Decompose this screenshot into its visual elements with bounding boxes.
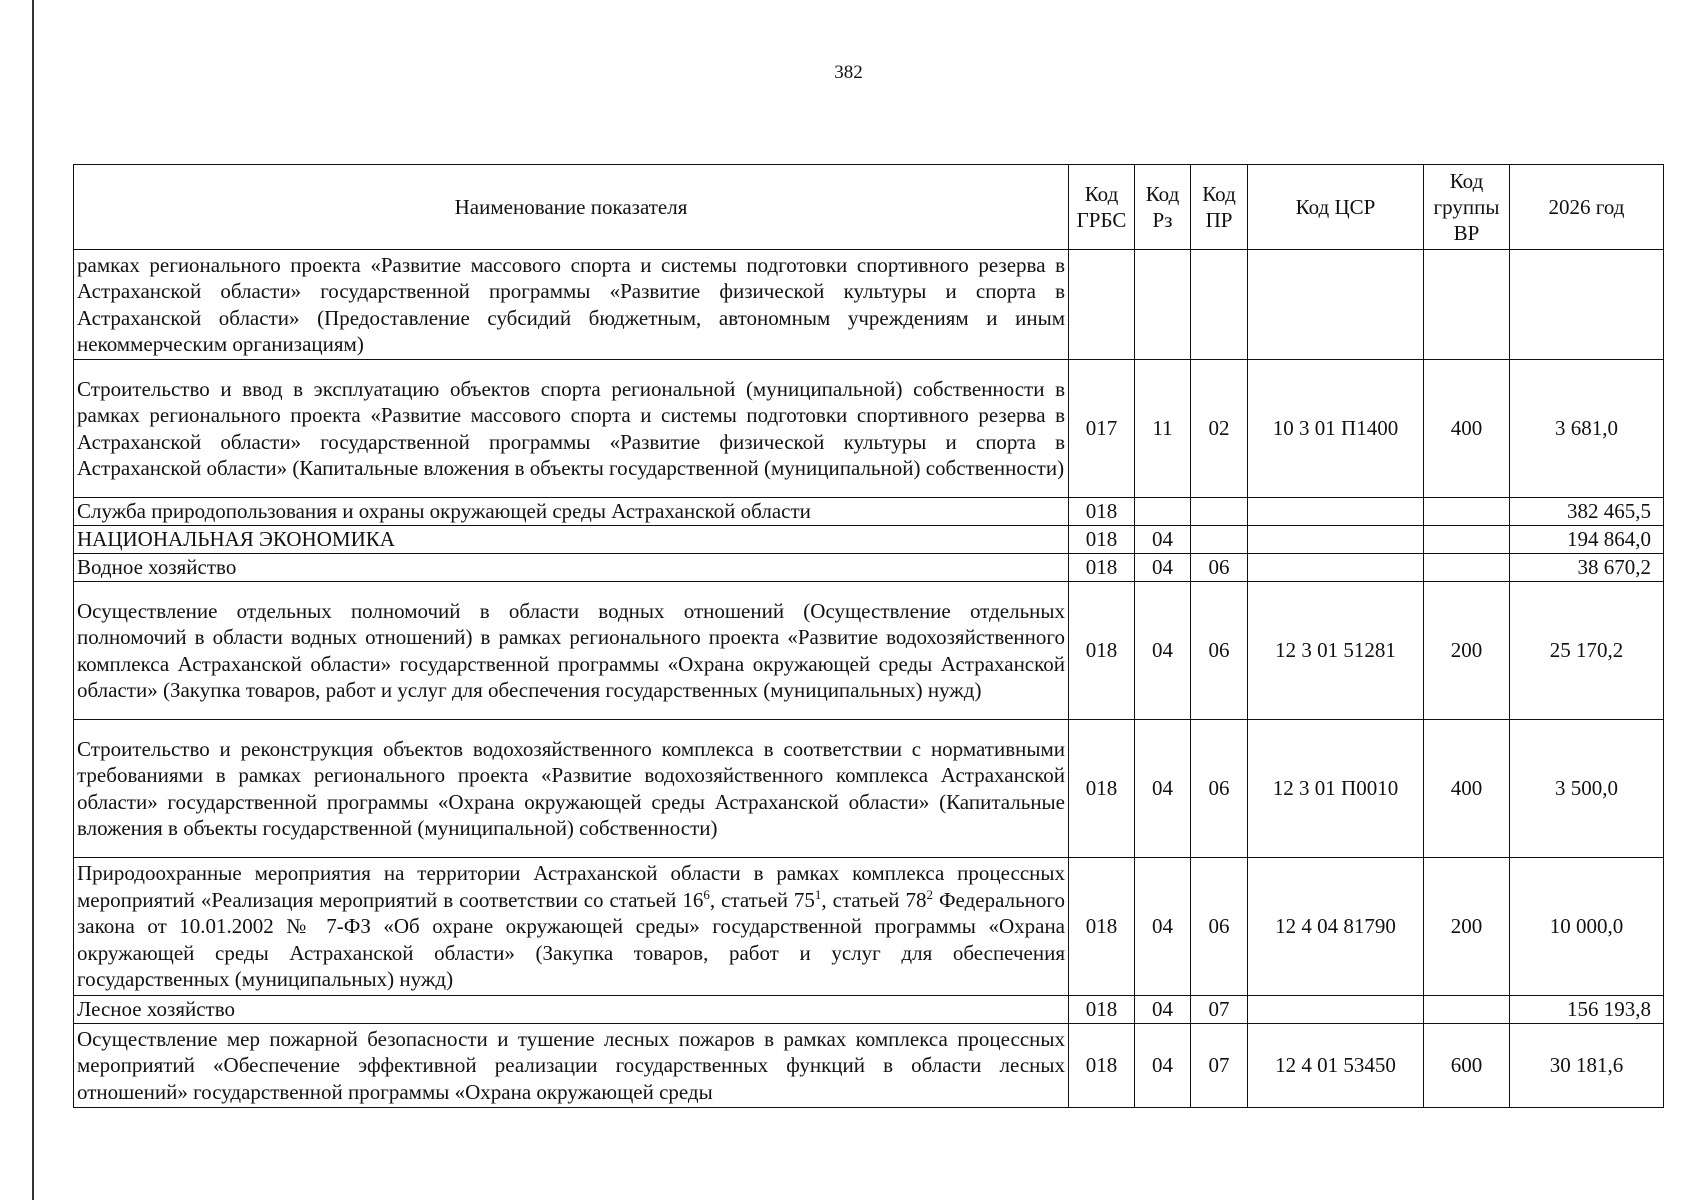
header-vr: Код группы ВР — [1424, 165, 1510, 250]
row-csr — [1248, 996, 1424, 1024]
row-vr: 600 — [1424, 1024, 1510, 1108]
row-vr: 200 — [1424, 582, 1510, 720]
row-pr — [1191, 498, 1248, 526]
scan-edge-line — [32, 0, 34, 1200]
row-pr: 02 — [1191, 360, 1248, 498]
row-grbs: 018 — [1069, 526, 1135, 554]
row-grbs: 018 — [1069, 720, 1135, 858]
row-rz — [1135, 498, 1191, 526]
row-name-superscript: 6 — [703, 886, 710, 902]
table-row — [74, 250, 1664, 360]
table-row — [74, 498, 1664, 526]
row-name: Осуществление мер пожарной безопасности и тушение лесных пожаров в рамках комплекса процессных мероприятий «Обеспечение эффективной реализации государственных функций в области лесных отношений» государственной программы «Охрана окружающей среды — [74, 1024, 1069, 1108]
row-grbs: 018 — [1069, 1024, 1135, 1108]
row-name-part: Природоохранные мероприятия на территории Астраханской области в рамках комплекса процессных мероприятий «Реализация мероприятий в соответствии со статьей 16 — [77, 861, 1065, 912]
budget-table — [73, 164, 1664, 1108]
row-pr: 06 — [1191, 582, 1248, 720]
row-grbs: 018 — [1069, 858, 1135, 996]
header-name: Наименование показателя — [74, 165, 1069, 250]
row-pr — [1191, 526, 1248, 554]
row-pr: 07 — [1191, 996, 1248, 1024]
row-csr — [1248, 250, 1424, 360]
row-csr: 12 3 01 51281 — [1248, 582, 1424, 720]
row-csr: 12 4 01 53450 — [1248, 1024, 1424, 1108]
row-amount: 3 681,0 — [1510, 360, 1664, 498]
row-vr — [1424, 526, 1510, 554]
row-vr — [1424, 996, 1510, 1024]
row-name: Служба природопользования и охраны окружающей среды Астраханской области — [74, 498, 1069, 526]
row-pr: 07 — [1191, 1024, 1248, 1108]
row-rz: 04 — [1135, 720, 1191, 858]
row-name-part: , статьей 75 — [709, 887, 815, 912]
row-pr: 06 — [1191, 720, 1248, 858]
table-row — [74, 996, 1664, 1024]
row-name: Строительство и реконструкция объектов водохозяйственного комплекса в соответствии с нормативными требованиями в рамках регионального проекта «Развитие водохозяйственного комплекса Астраханской области» государственной программы «Охрана окружающей среды Астраханской области» (Капитальные вложения в объекты государственной (муниципальной) собственности) — [74, 720, 1069, 858]
row-name-part: Федерального закона от 10.01.2002 № 7-ФЗ «Об охране окружающей среды» государственной программы «Охрана окружающей среды Астраханской области» (Закупка товаров, работ и услуг для обеспечения государственных (муниципальных) нужд) — [77, 887, 1065, 992]
table-row — [74, 360, 1664, 498]
row-rz — [1135, 250, 1191, 360]
table-row — [74, 554, 1664, 582]
page-number: 382 — [834, 62, 863, 83]
row-rz: 04 — [1135, 996, 1191, 1024]
row-csr: 10 3 01 П1400 — [1248, 360, 1424, 498]
row-grbs: 017 — [1069, 360, 1135, 498]
row-vr — [1424, 554, 1510, 582]
row-grbs: 018 — [1069, 554, 1135, 582]
row-rz: 11 — [1135, 360, 1191, 498]
row-vr — [1424, 250, 1510, 360]
row-name: рамках регионального проекта «Развитие массового спорта и системы подготовки спортивного резерва в Астраханской области» государственной программы «Развитие физической культуры и спорта в Астраханской области» (Предоставление субсидий бюджетным, автономным учреждениям и иным некоммерческим организациям) — [74, 250, 1069, 360]
row-vr: 400 — [1424, 720, 1510, 858]
row-name: НАЦИОНАЛЬНАЯ ЭКОНОМИКА — [74, 526, 1069, 554]
row-rz: 04 — [1135, 858, 1191, 996]
row-amount: 382 465,5 — [1510, 498, 1664, 526]
row-amount: 38 670,2 — [1510, 554, 1664, 582]
table-header-row — [74, 165, 1664, 250]
row-csr: 12 3 01 П0010 — [1248, 720, 1424, 858]
row-csr — [1248, 554, 1424, 582]
row-name-superscript: 2 — [926, 886, 933, 902]
row-amount: 3 500,0 — [1510, 720, 1664, 858]
row-amount — [1510, 250, 1664, 360]
row-rz: 04 — [1135, 1024, 1191, 1108]
row-amount: 194 864,0 — [1510, 526, 1664, 554]
row-name-part: , статьей 78 — [821, 887, 927, 912]
row-pr: 06 — [1191, 554, 1248, 582]
row-vr: 400 — [1424, 360, 1510, 498]
header-rz: Код Рз — [1135, 165, 1191, 250]
table-row — [74, 582, 1664, 720]
row-rz: 04 — [1135, 526, 1191, 554]
row-grbs: 018 — [1069, 498, 1135, 526]
row-pr: 06 — [1191, 858, 1248, 996]
row-vr: 200 — [1424, 858, 1510, 996]
row-rz: 04 — [1135, 582, 1191, 720]
row-name: Лесное хозяйство — [74, 996, 1069, 1024]
row-amount: 30 181,6 — [1510, 1024, 1664, 1108]
row-vr — [1424, 498, 1510, 526]
row-csr — [1248, 498, 1424, 526]
row-pr — [1191, 250, 1248, 360]
header-grbs: Код ГРБС — [1069, 165, 1135, 250]
row-name: Осуществление отдельных полномочий в области водных отношений (Осуществление отдельных полномочий в области водных отношений) в рамках регионального проекта «Развитие водохозяйственного комплекса Астраханской области» государственной программы «Охрана окружающей среды Астраханской области» (Закупка товаров, работ и услуг для обеспечения государственных (муниципальных) нужд) — [74, 582, 1069, 720]
row-amount: 10 000,0 — [1510, 858, 1664, 996]
table-row — [74, 526, 1664, 554]
row-grbs — [1069, 250, 1135, 360]
table-row — [74, 1024, 1664, 1108]
header-year: 2026 год — [1510, 165, 1664, 250]
table-row — [74, 858, 1664, 996]
table-row — [74, 720, 1664, 858]
row-rz: 04 — [1135, 554, 1191, 582]
row-name-superscript: 1 — [814, 886, 822, 902]
row-grbs: 018 — [1069, 996, 1135, 1024]
row-name — [74, 858, 1069, 996]
row-name: Строительство и ввод в эксплуатацию объектов спорта региональной (муниципальной) собственности в рамках регионального проекта «Развитие массового спорта и системы подготовки спортивного резерва в Астраханской области» государственной программы «Развитие физической культуры и спорта в Астраханской области» (Капитальные вложения в объекты государственной (муниципальной) собственности) — [74, 360, 1069, 498]
row-amount: 25 170,2 — [1510, 582, 1664, 720]
row-amount: 156 193,8 — [1510, 996, 1664, 1024]
row-name: Водное хозяйство — [74, 554, 1069, 582]
row-csr — [1248, 526, 1424, 554]
row-grbs: 018 — [1069, 582, 1135, 720]
row-csr: 12 4 04 81790 — [1248, 858, 1424, 996]
header-csr: Код ЦСР — [1248, 165, 1424, 250]
header-pr: Код ПР — [1191, 165, 1248, 250]
